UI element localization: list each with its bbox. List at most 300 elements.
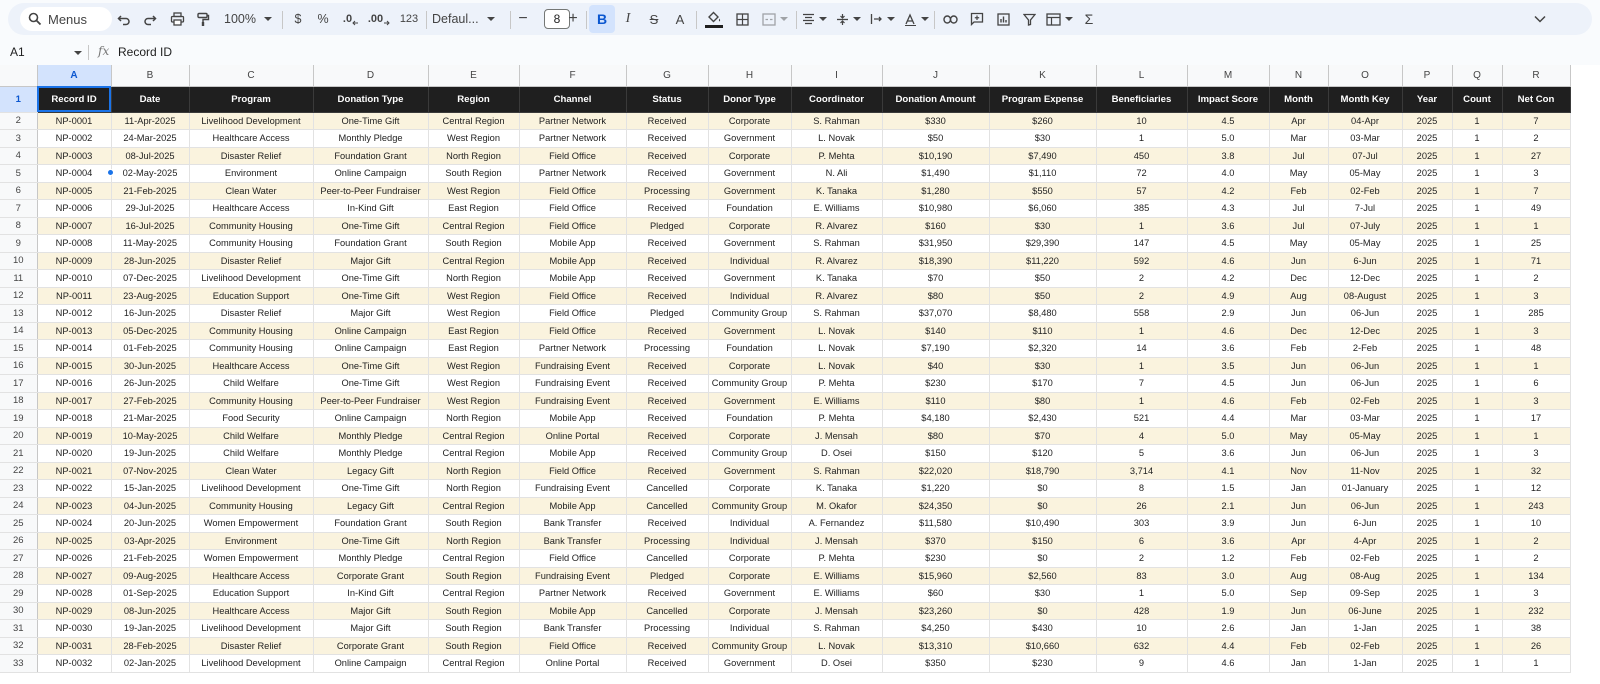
- table-cell[interactable]: Mobile App: [519, 445, 626, 463]
- column-header-e[interactable]: E: [428, 65, 519, 86]
- table-cell[interactable]: 2025: [1402, 165, 1452, 183]
- table-cell[interactable]: Partner Network: [519, 130, 626, 148]
- table-cell[interactable]: 2025: [1402, 532, 1452, 550]
- table-cell[interactable]: $140: [882, 322, 989, 340]
- table-cell[interactable]: R. Alvarez: [791, 287, 882, 305]
- table-cell[interactable]: D. Osei: [791, 445, 882, 463]
- table-cell[interactable]: NP-0013: [37, 322, 111, 340]
- paint-format-button[interactable]: [191, 5, 215, 33]
- bold-button[interactable]: B: [589, 5, 615, 33]
- table-cell[interactable]: Government: [708, 462, 791, 480]
- table-cell[interactable]: Community Group: [708, 445, 791, 463]
- table-cell[interactable]: One-Time Gift: [313, 270, 428, 288]
- table-cell[interactable]: 1: [1452, 392, 1502, 410]
- table-cell[interactable]: S. Rahman: [791, 305, 882, 323]
- table-cell[interactable]: A. Fernandez: [791, 515, 882, 533]
- table-cell[interactable]: $160: [882, 217, 989, 235]
- table-cell[interactable]: 3: [1502, 165, 1570, 183]
- table-cell[interactable]: 02-Feb: [1328, 182, 1402, 200]
- table-cell[interactable]: Government: [708, 655, 791, 673]
- table-cell[interactable]: $230: [989, 655, 1096, 673]
- table-cell[interactable]: 2025: [1402, 287, 1452, 305]
- table-cell[interactable]: 26: [1502, 637, 1570, 655]
- table-cell[interactable]: Legacy Gift: [313, 497, 428, 515]
- table-cell[interactable]: Received: [626, 252, 708, 270]
- table-cell[interactable]: E. Williams: [791, 200, 882, 218]
- column-header-f[interactable]: F: [519, 65, 626, 86]
- column-header-r[interactable]: R: [1502, 65, 1570, 86]
- insert-chart-button[interactable]: [991, 5, 1015, 33]
- table-cell[interactable]: Clean Water: [189, 182, 313, 200]
- table-cell[interactable]: 2025: [1402, 637, 1452, 655]
- table-cell[interactable]: Community Housing: [189, 217, 313, 235]
- table-cell[interactable]: 19-Jan-2025: [111, 620, 189, 638]
- table-cell[interactable]: NP-0006: [37, 200, 111, 218]
- table-cell[interactable]: Received: [626, 165, 708, 183]
- table-cell[interactable]: $350: [882, 655, 989, 673]
- table-cell[interactable]: Community Housing: [189, 322, 313, 340]
- currency-format-button[interactable]: $: [294, 12, 302, 26]
- table-cell[interactable]: Child Welfare: [189, 427, 313, 445]
- chevron-down-icon[interactable]: [74, 51, 82, 55]
- table-cell[interactable]: Received: [626, 392, 708, 410]
- table-cell[interactable]: 2025: [1402, 340, 1452, 358]
- table-cell[interactable]: NP-0014: [37, 340, 111, 358]
- italic-button[interactable]: I: [625, 11, 631, 26]
- table-cell[interactable]: One-Time Gift: [313, 217, 428, 235]
- table-cell[interactable]: Partner Network: [519, 112, 626, 130]
- undo-button[interactable]: [112, 5, 136, 33]
- table-cell[interactable]: K. Tanaka: [791, 270, 882, 288]
- table-cell[interactable]: Foundation: [708, 200, 791, 218]
- table-cell[interactable]: 07-Dec-2025: [111, 270, 189, 288]
- table-cell[interactable]: 7-Jul: [1328, 200, 1402, 218]
- table-cell[interactable]: $30: [989, 217, 1096, 235]
- table-cell[interactable]: Field Office: [519, 322, 626, 340]
- table-cell[interactable]: 28-Jun-2025: [111, 252, 189, 270]
- table-cell[interactable]: 27: [1502, 147, 1570, 165]
- table-cell[interactable]: $10,660: [989, 637, 1096, 655]
- table-cell[interactable]: 1: [1452, 182, 1502, 200]
- table-cell[interactable]: 2025: [1402, 147, 1452, 165]
- row-number[interactable]: 23: [0, 480, 37, 498]
- formula-input[interactable]: Record ID: [118, 45, 173, 59]
- row-number[interactable]: 33: [0, 655, 37, 673]
- text-rotation-button[interactable]: [902, 5, 930, 33]
- table-cell[interactable]: 5: [1096, 445, 1187, 463]
- table-cell[interactable]: Jan: [1269, 620, 1328, 638]
- table-cell[interactable]: 385: [1096, 200, 1187, 218]
- header-cell[interactable]: Year: [1402, 86, 1452, 112]
- table-cell[interactable]: Individual: [708, 287, 791, 305]
- table-cell[interactable]: South Region: [428, 602, 519, 620]
- table-cell[interactable]: $18,390: [882, 252, 989, 270]
- table-cell[interactable]: L. Novak: [791, 340, 882, 358]
- table-cell[interactable]: 1: [1452, 620, 1502, 638]
- table-cell[interactable]: 558: [1096, 305, 1187, 323]
- increase-decimal-button[interactable]: [365, 5, 393, 33]
- selection-fill-handle[interactable]: [107, 169, 114, 176]
- table-cell[interactable]: Livelihood Development: [189, 112, 313, 130]
- table-cell[interactable]: $11,580: [882, 515, 989, 533]
- table-cell[interactable]: 4.6: [1187, 322, 1269, 340]
- table-cell[interactable]: $60: [882, 585, 989, 603]
- table-cell[interactable]: Received: [626, 655, 708, 673]
- table-cell[interactable]: West Region: [428, 130, 519, 148]
- table-cell[interactable]: 03-Mar: [1328, 130, 1402, 148]
- header-cell[interactable]: Count: [1452, 86, 1502, 112]
- table-cell[interactable]: 1: [1452, 602, 1502, 620]
- table-cell[interactable]: S. Rahman: [791, 235, 882, 253]
- table-cell[interactable]: $120: [989, 445, 1096, 463]
- table-cell[interactable]: 4.6: [1187, 655, 1269, 673]
- table-cell[interactable]: Livelihood Development: [189, 620, 313, 638]
- row-number[interactable]: 22: [0, 462, 37, 480]
- table-cell[interactable]: NP-0001: [37, 112, 111, 130]
- table-cell[interactable]: Fundraising Event: [519, 567, 626, 585]
- table-cell[interactable]: Community Housing: [189, 235, 313, 253]
- table-cell[interactable]: Jan: [1269, 655, 1328, 673]
- table-cell[interactable]: $2,560: [989, 567, 1096, 585]
- table-cell[interactable]: Field Office: [519, 182, 626, 200]
- header-cell[interactable]: Impact Score: [1187, 86, 1269, 112]
- table-cell[interactable]: 57: [1096, 182, 1187, 200]
- table-cell[interactable]: Received: [626, 445, 708, 463]
- insert-comment-button[interactable]: [965, 5, 989, 33]
- table-cell[interactable]: One-Time Gift: [313, 112, 428, 130]
- table-cell[interactable]: $23,260: [882, 602, 989, 620]
- table-cell[interactable]: $50: [989, 270, 1096, 288]
- table-cell[interactable]: 02-Feb: [1328, 392, 1402, 410]
- table-cell[interactable]: 1.5: [1187, 480, 1269, 498]
- table-cell[interactable]: Feb: [1269, 340, 1328, 358]
- table-cell[interactable]: 12: [1502, 480, 1570, 498]
- row-number[interactable]: 12: [0, 287, 37, 305]
- table-cell[interactable]: 1: [1452, 497, 1502, 515]
- table-cell[interactable]: S. Rahman: [791, 620, 882, 638]
- table-cell[interactable]: 48: [1502, 340, 1570, 358]
- table-cell[interactable]: 16-Jun-2025: [111, 305, 189, 323]
- table-cell[interactable]: 3: [1502, 322, 1570, 340]
- table-cell[interactable]: 07-July: [1328, 217, 1402, 235]
- collapse-toolbar-button[interactable]: [1528, 5, 1552, 33]
- table-cell[interactable]: Mobile App: [519, 235, 626, 253]
- table-cell[interactable]: $1,220: [882, 480, 989, 498]
- table-cell[interactable]: Corporate: [708, 480, 791, 498]
- table-cell[interactable]: Community Group: [708, 375, 791, 393]
- table-cell[interactable]: 2025: [1402, 130, 1452, 148]
- table-cell[interactable]: Government: [708, 182, 791, 200]
- table-cell[interactable]: R. Alvarez: [791, 217, 882, 235]
- table-cell[interactable]: Mar: [1269, 410, 1328, 428]
- table-cell[interactable]: 72: [1096, 165, 1187, 183]
- table-cell[interactable]: $230: [882, 550, 989, 568]
- table-cell[interactable]: 09-Sep: [1328, 585, 1402, 603]
- column-header-a[interactable]: A: [37, 65, 111, 86]
- table-cell[interactable]: 23-Aug-2025: [111, 287, 189, 305]
- table-cell[interactable]: 02-Feb: [1328, 550, 1402, 568]
- table-cell[interactable]: Jan: [1269, 480, 1328, 498]
- table-cell[interactable]: North Region: [428, 480, 519, 498]
- table-cell[interactable]: 2025: [1402, 620, 1452, 638]
- header-cell[interactable]: Status: [626, 86, 708, 112]
- spreadsheet-grid[interactable]: [0, 65, 1600, 684]
- table-cell[interactable]: 1: [1452, 532, 1502, 550]
- column-header-g[interactable]: G: [626, 65, 708, 86]
- table-cell[interactable]: Child Welfare: [189, 445, 313, 463]
- table-cell[interactable]: 03-Mar: [1328, 410, 1402, 428]
- table-cell[interactable]: $50: [989, 287, 1096, 305]
- table-cell[interactable]: $40: [882, 357, 989, 375]
- table-cell[interactable]: NP-0024: [37, 515, 111, 533]
- text-wrapping-button[interactable]: [868, 5, 896, 33]
- table-cell[interactable]: Dec: [1269, 322, 1328, 340]
- table-cell[interactable]: West Region: [428, 305, 519, 323]
- table-cell[interactable]: Individual: [708, 515, 791, 533]
- table-cell[interactable]: West Region: [428, 375, 519, 393]
- horizontal-align-button[interactable]: [800, 5, 828, 33]
- table-cell[interactable]: Jun: [1269, 252, 1328, 270]
- table-cell[interactable]: Received: [626, 130, 708, 148]
- table-cell[interactable]: Government: [708, 235, 791, 253]
- table-cell[interactable]: Fundraising Event: [519, 392, 626, 410]
- table-cell[interactable]: 06-June: [1328, 602, 1402, 620]
- table-cell[interactable]: 4.2: [1187, 270, 1269, 288]
- table-cell[interactable]: Field Office: [519, 637, 626, 655]
- table-cell[interactable]: Fundraising Event: [519, 480, 626, 498]
- filter-views-button[interactable]: [1044, 5, 1074, 33]
- table-cell[interactable]: J. Mensah: [791, 602, 882, 620]
- table-cell[interactable]: $7,190: [882, 340, 989, 358]
- table-cell[interactable]: $110: [989, 322, 1096, 340]
- table-cell[interactable]: $0: [989, 480, 1096, 498]
- table-cell[interactable]: 05-May: [1328, 427, 1402, 445]
- table-cell[interactable]: Processing: [626, 340, 708, 358]
- table-cell[interactable]: 1: [1452, 462, 1502, 480]
- table-cell[interactable]: $22,020: [882, 462, 989, 480]
- table-cell[interactable]: 2: [1502, 532, 1570, 550]
- table-cell[interactable]: 2025: [1402, 357, 1452, 375]
- table-cell[interactable]: 01-Sep-2025: [111, 585, 189, 603]
- table-cell[interactable]: Healthcare Access: [189, 130, 313, 148]
- table-cell[interactable]: 4: [1096, 427, 1187, 445]
- table-cell[interactable]: $170: [989, 375, 1096, 393]
- column-header-j[interactable]: J: [882, 65, 989, 86]
- table-cell[interactable]: 2.6: [1187, 620, 1269, 638]
- table-cell[interactable]: 2025: [1402, 602, 1452, 620]
- table-cell[interactable]: P. Mehta: [791, 550, 882, 568]
- table-cell[interactable]: 2025: [1402, 200, 1452, 218]
- table-cell[interactable]: North Region: [428, 532, 519, 550]
- table-cell[interactable]: Central Region: [428, 112, 519, 130]
- table-cell[interactable]: 6-Jun: [1328, 515, 1402, 533]
- table-cell[interactable]: 147: [1096, 235, 1187, 253]
- table-cell[interactable]: 05-May: [1328, 235, 1402, 253]
- table-cell[interactable]: Healthcare Access: [189, 357, 313, 375]
- table-cell[interactable]: Individual: [708, 620, 791, 638]
- table-cell[interactable]: May: [1269, 235, 1328, 253]
- table-cell[interactable]: 2025: [1402, 585, 1452, 603]
- table-cell[interactable]: NP-0003: [37, 147, 111, 165]
- table-cell[interactable]: 19-Jun-2025: [111, 445, 189, 463]
- table-cell[interactable]: 2025: [1402, 217, 1452, 235]
- row-number[interactable]: 28: [0, 567, 37, 585]
- table-cell[interactable]: Food Security: [189, 410, 313, 428]
- table-cell[interactable]: South Region: [428, 165, 519, 183]
- table-cell[interactable]: 1: [1452, 567, 1502, 585]
- table-cell[interactable]: 303: [1096, 515, 1187, 533]
- table-cell[interactable]: 1: [1502, 427, 1570, 445]
- table-cell[interactable]: 1: [1452, 427, 1502, 445]
- table-cell[interactable]: Individual: [708, 252, 791, 270]
- table-cell[interactable]: $150: [989, 532, 1096, 550]
- table-cell[interactable]: NP-0026: [37, 550, 111, 568]
- table-cell[interactable]: 1: [1452, 655, 1502, 673]
- table-cell[interactable]: 12-Dec: [1328, 322, 1402, 340]
- table-cell[interactable]: Women Empowerment: [189, 550, 313, 568]
- table-cell[interactable]: 25: [1502, 235, 1570, 253]
- row-number[interactable]: 13: [0, 305, 37, 323]
- table-cell[interactable]: Received: [626, 357, 708, 375]
- table-cell[interactable]: Community Housing: [189, 340, 313, 358]
- table-cell[interactable]: 38: [1502, 620, 1570, 638]
- table-cell[interactable]: One-Time Gift: [313, 480, 428, 498]
- table-cell[interactable]: Major Gift: [313, 305, 428, 323]
- table-cell[interactable]: D. Osei: [791, 655, 882, 673]
- table-cell[interactable]: Central Region: [428, 585, 519, 603]
- table-cell[interactable]: $37,070: [882, 305, 989, 323]
- table-cell[interactable]: $80: [882, 427, 989, 445]
- table-cell[interactable]: 3.5: [1187, 357, 1269, 375]
- table-cell[interactable]: Online Portal: [519, 655, 626, 673]
- decrease-decimal-button[interactable]: [338, 5, 364, 33]
- table-cell[interactable]: Healthcare Access: [189, 200, 313, 218]
- table-cell[interactable]: Government: [708, 165, 791, 183]
- table-cell[interactable]: Major Gift: [313, 252, 428, 270]
- table-cell[interactable]: 1: [1452, 550, 1502, 568]
- row-number[interactable]: 1: [0, 86, 37, 112]
- table-cell[interactable]: 8: [1096, 480, 1187, 498]
- table-cell[interactable]: NP-0007: [37, 217, 111, 235]
- row-number[interactable]: 29: [0, 585, 37, 603]
- table-cell[interactable]: 450: [1096, 147, 1187, 165]
- header-cell[interactable]: Program: [189, 86, 313, 112]
- table-cell[interactable]: Mobile App: [519, 270, 626, 288]
- table-cell[interactable]: 1: [1452, 585, 1502, 603]
- table-cell[interactable]: 4.0: [1187, 165, 1269, 183]
- table-cell[interactable]: 1: [1452, 165, 1502, 183]
- row-number[interactable]: 24: [0, 497, 37, 515]
- table-cell[interactable]: 3.8: [1187, 147, 1269, 165]
- table-cell[interactable]: 2025: [1402, 550, 1452, 568]
- table-cell[interactable]: $370: [882, 532, 989, 550]
- table-cell[interactable]: 1: [1452, 340, 1502, 358]
- table-cell[interactable]: L. Novak: [791, 322, 882, 340]
- table-cell[interactable]: Legacy Gift: [313, 462, 428, 480]
- table-cell[interactable]: 4-Apr: [1328, 532, 1402, 550]
- table-cell[interactable]: Partner Network: [519, 165, 626, 183]
- table-cell[interactable]: 08-Jul-2025: [111, 147, 189, 165]
- row-number[interactable]: 11: [0, 270, 37, 288]
- table-cell[interactable]: $15,960: [882, 567, 989, 585]
- table-cell[interactable]: $10,190: [882, 147, 989, 165]
- table-cell[interactable]: Monthly Pledge: [313, 550, 428, 568]
- table-cell[interactable]: Received: [626, 147, 708, 165]
- table-cell[interactable]: Field Office: [519, 550, 626, 568]
- table-cell[interactable]: Central Region: [428, 427, 519, 445]
- table-cell[interactable]: $6,060: [989, 200, 1096, 218]
- column-header-p[interactable]: P: [1402, 65, 1452, 86]
- table-cell[interactable]: 3: [1502, 392, 1570, 410]
- table-cell[interactable]: 1: [1096, 217, 1187, 235]
- table-cell[interactable]: 4.5: [1187, 235, 1269, 253]
- table-cell[interactable]: Jun: [1269, 305, 1328, 323]
- table-cell[interactable]: Fundraising Event: [519, 375, 626, 393]
- table-cell[interactable]: 10-May-2025: [111, 427, 189, 445]
- table-cell[interactable]: North Region: [428, 462, 519, 480]
- table-cell[interactable]: East Region: [428, 200, 519, 218]
- table-cell[interactable]: 2025: [1402, 445, 1452, 463]
- table-cell[interactable]: 24-Mar-2025: [111, 130, 189, 148]
- table-cell[interactable]: Disaster Relief: [189, 147, 313, 165]
- table-cell[interactable]: Pledged: [626, 217, 708, 235]
- table-cell[interactable]: 1: [1452, 112, 1502, 130]
- table-cell[interactable]: 521: [1096, 410, 1187, 428]
- table-cell[interactable]: Received: [626, 515, 708, 533]
- row-number[interactable]: 3: [0, 130, 37, 148]
- table-cell[interactable]: $0: [989, 602, 1096, 620]
- table-cell[interactable]: P. Mehta: [791, 410, 882, 428]
- table-cell[interactable]: Received: [626, 200, 708, 218]
- table-cell[interactable]: 4.9: [1187, 287, 1269, 305]
- table-cell[interactable]: 02-May-2025: [111, 165, 189, 183]
- table-cell[interactable]: 2025: [1402, 655, 1452, 673]
- merge-cells-button[interactable]: [758, 5, 792, 33]
- table-cell[interactable]: E. Williams: [791, 567, 882, 585]
- table-cell[interactable]: 2: [1502, 130, 1570, 148]
- table-cell[interactable]: Received: [626, 287, 708, 305]
- table-cell[interactable]: 1: [1452, 252, 1502, 270]
- table-cell[interactable]: 11-Apr-2025: [111, 112, 189, 130]
- table-cell[interactable]: Apr: [1269, 112, 1328, 130]
- strikethrough-button[interactable]: S: [649, 11, 659, 27]
- table-cell[interactable]: 4.2: [1187, 182, 1269, 200]
- table-cell[interactable]: NP-0025: [37, 532, 111, 550]
- table-cell[interactable]: Disaster Relief: [189, 305, 313, 323]
- table-cell[interactable]: Corporate: [708, 217, 791, 235]
- table-cell[interactable]: NP-0023: [37, 497, 111, 515]
- table-cell[interactable]: Corporate: [708, 567, 791, 585]
- table-cell[interactable]: L. Novak: [791, 637, 882, 655]
- table-cell[interactable]: 08-Jun-2025: [111, 602, 189, 620]
- table-cell[interactable]: Community Group: [708, 305, 791, 323]
- table-cell[interactable]: 2025: [1402, 515, 1452, 533]
- table-cell[interactable]: 4.4: [1187, 637, 1269, 655]
- table-cell[interactable]: 06-Jun: [1328, 445, 1402, 463]
- table-cell[interactable]: 1: [1096, 357, 1187, 375]
- table-cell[interactable]: Government: [708, 322, 791, 340]
- table-cell[interactable]: 5.0: [1187, 427, 1269, 445]
- table-cell[interactable]: M. Okafor: [791, 497, 882, 515]
- table-cell[interactable]: 3.0: [1187, 567, 1269, 585]
- row-number[interactable]: 27: [0, 550, 37, 568]
- table-cell[interactable]: $24,350: [882, 497, 989, 515]
- table-cell[interactable]: Central Region: [428, 445, 519, 463]
- table-cell[interactable]: North Region: [428, 270, 519, 288]
- table-cell[interactable]: Bank Transfer: [519, 515, 626, 533]
- header-cell[interactable]: Donation Type: [313, 86, 428, 112]
- column-header-i[interactable]: I: [791, 65, 882, 86]
